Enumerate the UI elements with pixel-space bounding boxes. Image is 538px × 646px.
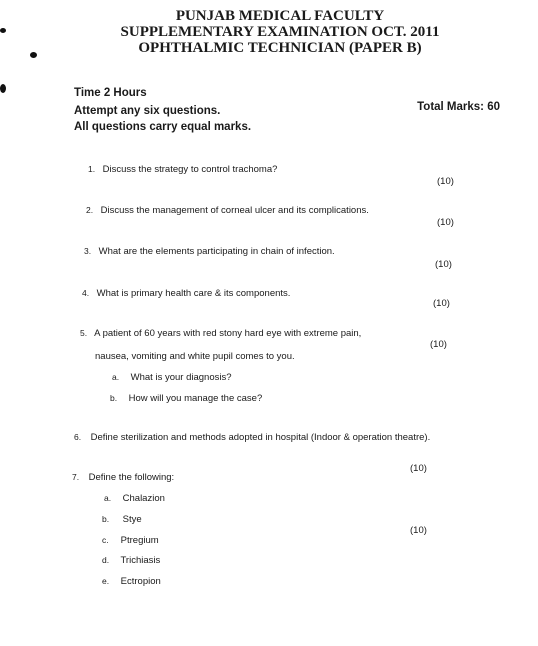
- question-marks: (10): [410, 525, 427, 536]
- question-5-continued: nausea, vomiting and white pupil comes to you.: [95, 351, 295, 362]
- sub-question-text: Ptregium: [120, 535, 159, 546]
- question-text: Define sterilization and methods adopted in hospital (Indoor & operation theatre).: [90, 432, 431, 443]
- sub-question-letter: a.: [112, 372, 120, 382]
- question-2: [86, 204, 369, 217]
- sub-question-text: How will you manage the case?: [128, 393, 263, 404]
- question-marks: (10): [437, 176, 454, 187]
- institution-title: PUNJAB MEDICAL FACULTY: [175, 8, 385, 24]
- question-number: 2.: [86, 205, 94, 215]
- scan-mark-3: [0, 84, 6, 93]
- paper-title: OPHTHALMIC TECHNICIAN (PAPER B): [138, 40, 422, 56]
- time-label: Time 2 Hours: [74, 87, 147, 99]
- question-marks: (10): [430, 339, 447, 350]
- sub-question-letter: b.: [102, 514, 110, 524]
- sub-question-text: Stye: [122, 514, 142, 525]
- total-marks: Total Marks: 60: [417, 101, 500, 113]
- question-number: 4.: [82, 288, 90, 298]
- sub-question-text: Ectropion: [120, 576, 161, 587]
- question-text: What is primary health care & its components.: [96, 288, 291, 299]
- scan-mark-1: [0, 28, 6, 33]
- question-5: [80, 327, 361, 340]
- question-number: 3.: [84, 246, 92, 256]
- exam-title: SUPPLEMENTARY EXAMINATION OCT. 2011: [120, 24, 440, 40]
- question-marks: (10): [433, 298, 450, 309]
- question-text: Define the following:: [88, 472, 175, 483]
- sub-question: [110, 392, 262, 405]
- question-marks: (10): [435, 259, 452, 270]
- sub-question-letter: d.: [102, 555, 110, 565]
- sub-question-letter: a.: [104, 493, 112, 503]
- attempt-instruction: Attempt any six questions.: [74, 105, 221, 117]
- question-7: [72, 471, 174, 484]
- sub-question-letter: c.: [102, 535, 109, 545]
- sub-question: [104, 492, 165, 505]
- sub-question: [102, 534, 159, 547]
- question-number: 7.: [72, 472, 80, 482]
- question-text: Discuss the strategy to control trachoma?: [102, 164, 278, 175]
- question-marks: (10): [437, 217, 454, 228]
- question-3: [84, 245, 335, 258]
- scan-mark-2: [30, 52, 37, 58]
- sub-question-letter: b.: [110, 393, 118, 403]
- question-marks: (10): [410, 463, 427, 474]
- sub-question: [102, 575, 161, 588]
- sub-question-text: Chalazion: [122, 493, 165, 504]
- equal-marks-instruction: All questions carry equal marks.: [74, 121, 252, 133]
- question-6: [74, 431, 430, 444]
- sub-question: [102, 513, 142, 526]
- question-number: 6.: [74, 432, 82, 442]
- sub-question-text: Trichiasis: [120, 555, 161, 566]
- question-number: 5.: [80, 328, 88, 338]
- question-text: What are the elements participating in chain of infection.: [98, 246, 335, 257]
- question-1: [88, 163, 277, 176]
- question-number: 1.: [88, 164, 96, 174]
- sub-question-text: What is your diagnosis?: [130, 372, 232, 383]
- sub-question: [112, 371, 232, 384]
- question-text: A patient of 60 years with red stony hard eye with extreme pain,: [94, 328, 362, 339]
- question-text: Discuss the management of corneal ulcer and its complications.: [100, 205, 369, 216]
- question-4: [82, 287, 290, 300]
- sub-question: [102, 554, 160, 567]
- sub-question-letter: e.: [102, 576, 110, 586]
